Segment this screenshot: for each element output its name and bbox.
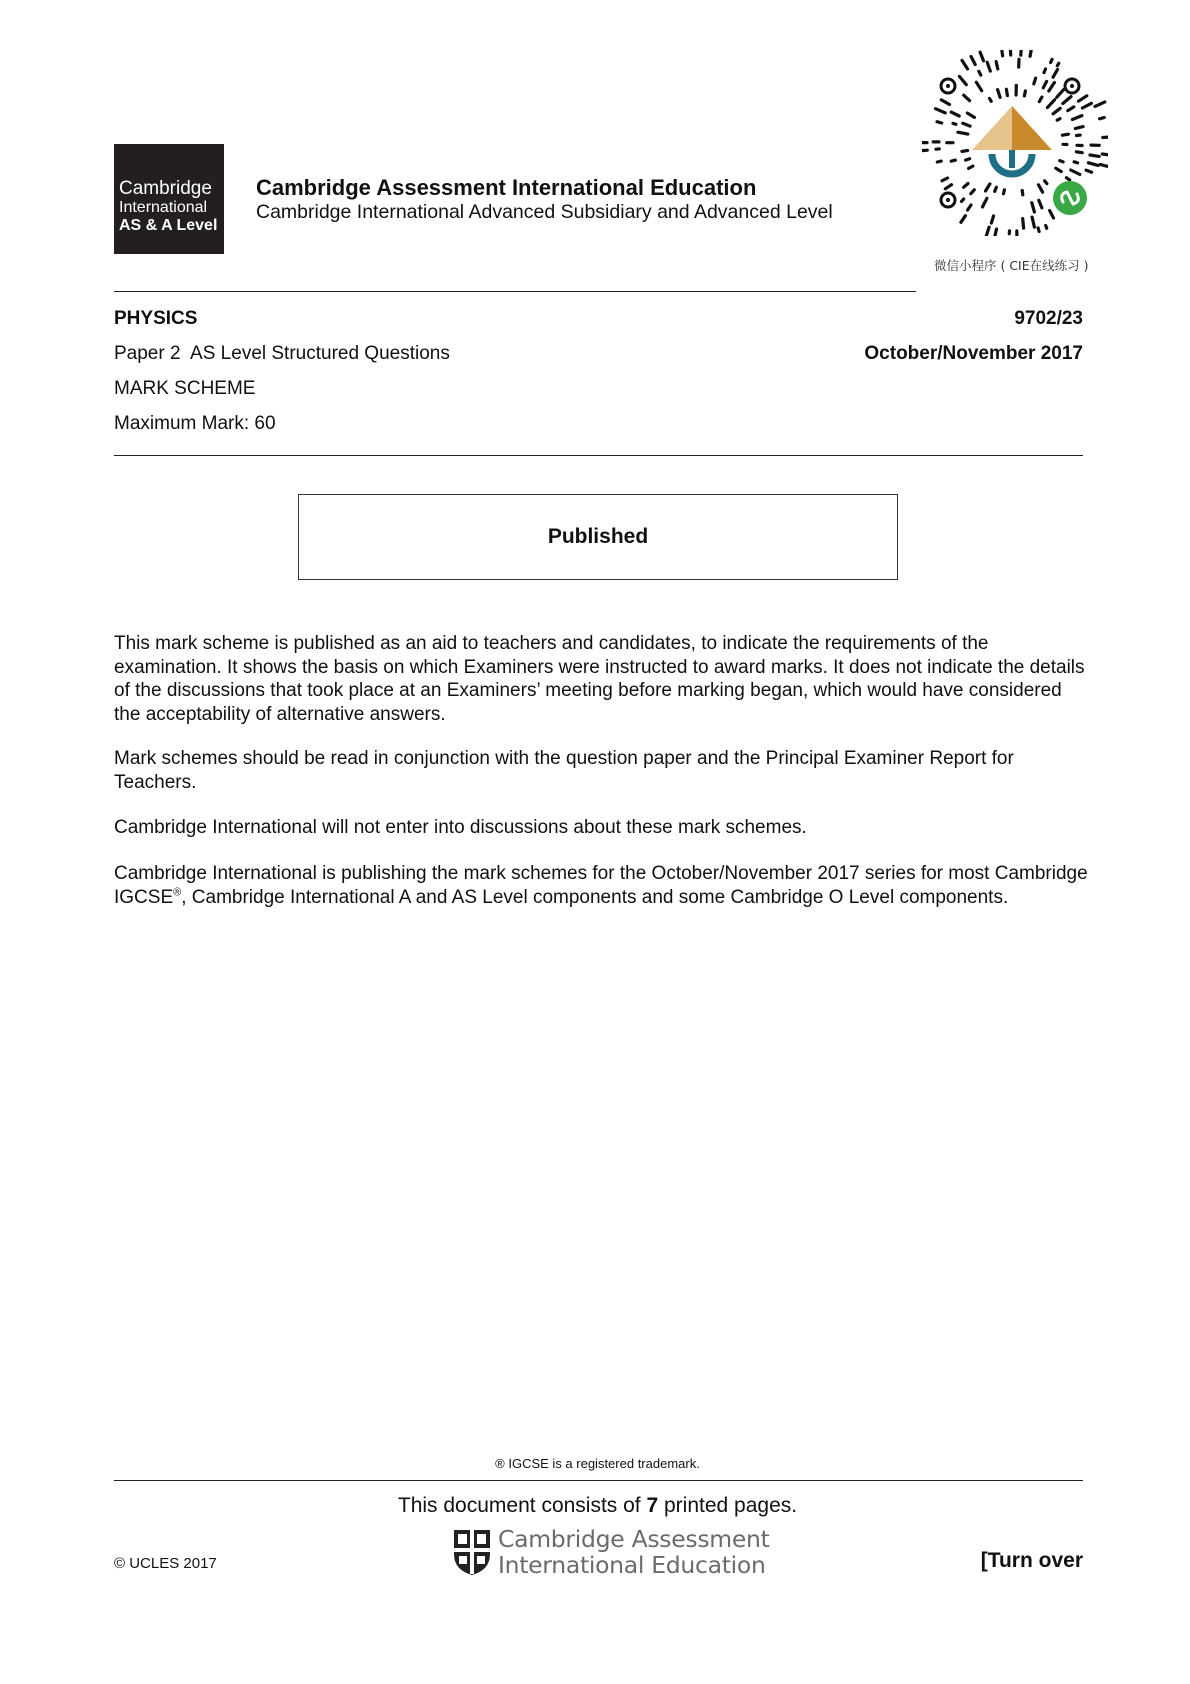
footer-divider — [114, 1480, 1083, 1481]
qr-dash — [1044, 69, 1046, 73]
qr-dash — [1034, 78, 1036, 84]
qr-center-teal-stem — [1009, 150, 1015, 168]
qr-dash — [953, 123, 956, 124]
exam-session: October/November 2017 — [864, 343, 1083, 364]
org-subtitle: Cambridge International Advanced Subsidiary and Advanced Level — [256, 201, 833, 223]
cambridge-assessment-logo — [452, 1526, 770, 1578]
qr-dash — [1039, 185, 1043, 192]
qr-dash — [1075, 127, 1083, 129]
qr-dash — [976, 82, 981, 91]
qr-dash — [994, 229, 996, 236]
qr-dash — [966, 159, 970, 160]
qr-center-tan-triangle — [972, 106, 1012, 150]
trademark-note: ® IGCSE is a registered trademark. — [495, 1456, 700, 1471]
registered-mark: ® — [173, 886, 182, 899]
qr-dash — [1103, 137, 1108, 138]
header-divider — [114, 291, 916, 292]
university-shield-icon — [452, 1528, 492, 1576]
qr-corner-finder-tr-dot — [1070, 84, 1074, 88]
qr-dash — [1072, 116, 1082, 120]
qr-dash — [1062, 134, 1068, 135]
qr-dash — [1056, 168, 1061, 171]
qr-dash — [1053, 70, 1057, 78]
qr-dash — [963, 123, 970, 126]
qr-dash — [1002, 50, 1003, 56]
qr-code-icon[interactable] — [922, 50, 1108, 236]
page-count-note — [0, 1494, 1190, 1518]
org-title: Cambridge Assessment International Education — [256, 175, 757, 200]
qr-dash — [936, 109, 946, 113]
qr-dash — [964, 184, 968, 188]
qr-dash — [971, 190, 975, 194]
qr-dash — [1071, 170, 1080, 174]
publishing-text-end: , Cambridge International A and AS Level components and some Cambridge O Level components. — [181, 886, 1009, 908]
qr-dash — [951, 160, 955, 161]
qr-dash — [990, 98, 992, 101]
qr-dash — [1076, 152, 1082, 153]
qr-corner-finder-tl-dot — [946, 84, 950, 88]
qr-dash — [1006, 89, 1007, 95]
qr-dash — [962, 60, 968, 69]
qr-dash — [922, 150, 927, 151]
qr-dash — [983, 198, 987, 207]
page-count-suffix: printed pages. — [658, 1494, 798, 1517]
published-label: Published — [547, 525, 649, 548]
qr-dash — [986, 184, 990, 191]
qr-dash — [941, 100, 949, 105]
publishing-text-start: Cambridge International is publishing the mark schemes for the October/November 2017 series for most Cambridge IGCSE — [114, 863, 1088, 908]
qr-dash — [968, 205, 972, 210]
qr-dash — [1082, 103, 1091, 108]
qr-dash — [1100, 118, 1105, 119]
logo-line-2: International — [119, 199, 208, 217]
qr-dash — [991, 216, 993, 223]
qr-dash — [969, 166, 973, 168]
qr-dash — [1068, 107, 1074, 111]
qr-dash — [980, 52, 983, 61]
qr-dash — [962, 199, 964, 201]
qr-dash — [1039, 97, 1042, 102]
footer-logo-line-2: International Education — [498, 1551, 766, 1579]
qr-dash — [1022, 191, 1023, 195]
conjunction-paragraph: Mark schemes should be read in conjunction with the question paper and the Principal Examiner Report for Teachers. — [114, 748, 1014, 793]
qr-dash — [1032, 217, 1034, 227]
qr-dash — [1051, 59, 1053, 62]
footer-logo-line-1: Cambridge Assessment — [498, 1525, 770, 1553]
qr-dash — [1057, 90, 1064, 98]
qr-center-orange-triangle — [1012, 106, 1052, 150]
discussions-paragraph: Cambridge International will not enter into discussions about these mark schemes. — [114, 817, 807, 838]
qr-dash — [1021, 50, 1022, 55]
logo-line-3: AS & A Level — [119, 217, 218, 235]
qr-dash — [937, 122, 942, 123]
qr-dash — [1023, 219, 1024, 229]
qr-dash — [987, 62, 990, 71]
qr-dash — [1088, 163, 1098, 166]
qr-dash — [961, 216, 966, 223]
logo-line-1: Cambridge — [119, 178, 212, 199]
qr-dash — [1074, 162, 1078, 163]
qr-dash — [937, 161, 941, 162]
qr-dash — [958, 132, 968, 134]
subject-title: PHYSICS — [114, 308, 198, 329]
qr-dash — [959, 76, 966, 84]
qr-dash — [1066, 178, 1069, 180]
qr-dash — [1053, 108, 1060, 114]
qr-dash — [964, 95, 970, 101]
qr-dash — [1039, 200, 1042, 208]
qr-dash — [945, 185, 951, 189]
qr-dash — [942, 178, 948, 181]
paper-title: Paper 2 AS Level Structured Questions — [114, 343, 450, 364]
qr-caption: 微信小程序 ( CIE在线练习 ) — [934, 258, 1089, 273]
syllabus-code: 9702/23 — [1014, 308, 1083, 329]
qr-corner-finder-bl-dot — [946, 198, 950, 202]
qr-dash — [1057, 63, 1059, 66]
maximum-mark: Maximum Mark: 60 — [114, 413, 276, 434]
qr-dash — [998, 90, 1001, 98]
qr-dash — [1102, 154, 1108, 155]
qr-dash — [1004, 190, 1005, 194]
qr-dash — [1086, 170, 1092, 172]
qr-dash — [967, 113, 974, 117]
qr-dash — [995, 187, 997, 191]
qr-dash — [1100, 165, 1107, 167]
copyright-notice: © UCLES 2017 — [114, 1555, 217, 1572]
qr-dash — [1038, 228, 1039, 232]
qr-dash — [996, 62, 998, 70]
qr-dash — [1050, 211, 1054, 218]
qr-dash — [962, 151, 968, 152]
qr-dash — [1046, 226, 1047, 229]
page-count-prefix: This document consists of — [397, 1494, 647, 1517]
qr-dash — [951, 112, 959, 116]
qr-dash — [971, 57, 975, 65]
meta-divider — [114, 455, 1083, 456]
turn-over-label: [Turn over — [980, 1549, 1083, 1572]
qr-dash — [1090, 155, 1099, 156]
cambridge-international-logo — [114, 144, 224, 254]
qr-dash — [1047, 100, 1054, 108]
publishing-paragraph — [114, 862, 1089, 909]
document-type: MARK SCHEME — [114, 378, 256, 399]
page-count-number: 7 — [646, 1494, 659, 1517]
qr-dash — [1049, 83, 1055, 92]
qr-dash — [1032, 203, 1035, 212]
qr-dash — [1079, 96, 1087, 101]
qr-dash — [1030, 50, 1032, 56]
qr-dash — [1024, 91, 1025, 96]
qr-dash — [1045, 181, 1047, 184]
qr-dash — [1060, 161, 1063, 162]
qr-dash — [1063, 97, 1071, 104]
qr-dash — [1057, 119, 1060, 121]
qr-dash — [1043, 81, 1046, 87]
qr-dash — [986, 227, 989, 236]
qr-dash — [1095, 102, 1105, 107]
published-status-box — [298, 494, 898, 580]
intro-paragraph: This mark scheme is published as an aid to teachers and candidates, to indicate the requirements of the examination. It shows the basis on which Examiners were instructed to award marks. It does not indicate the details of the discussions that took place at an Examiners’ meeting before marking began, which would have considered the acceptability of alternative answers. — [114, 633, 1085, 725]
qr-dash — [979, 71, 981, 75]
